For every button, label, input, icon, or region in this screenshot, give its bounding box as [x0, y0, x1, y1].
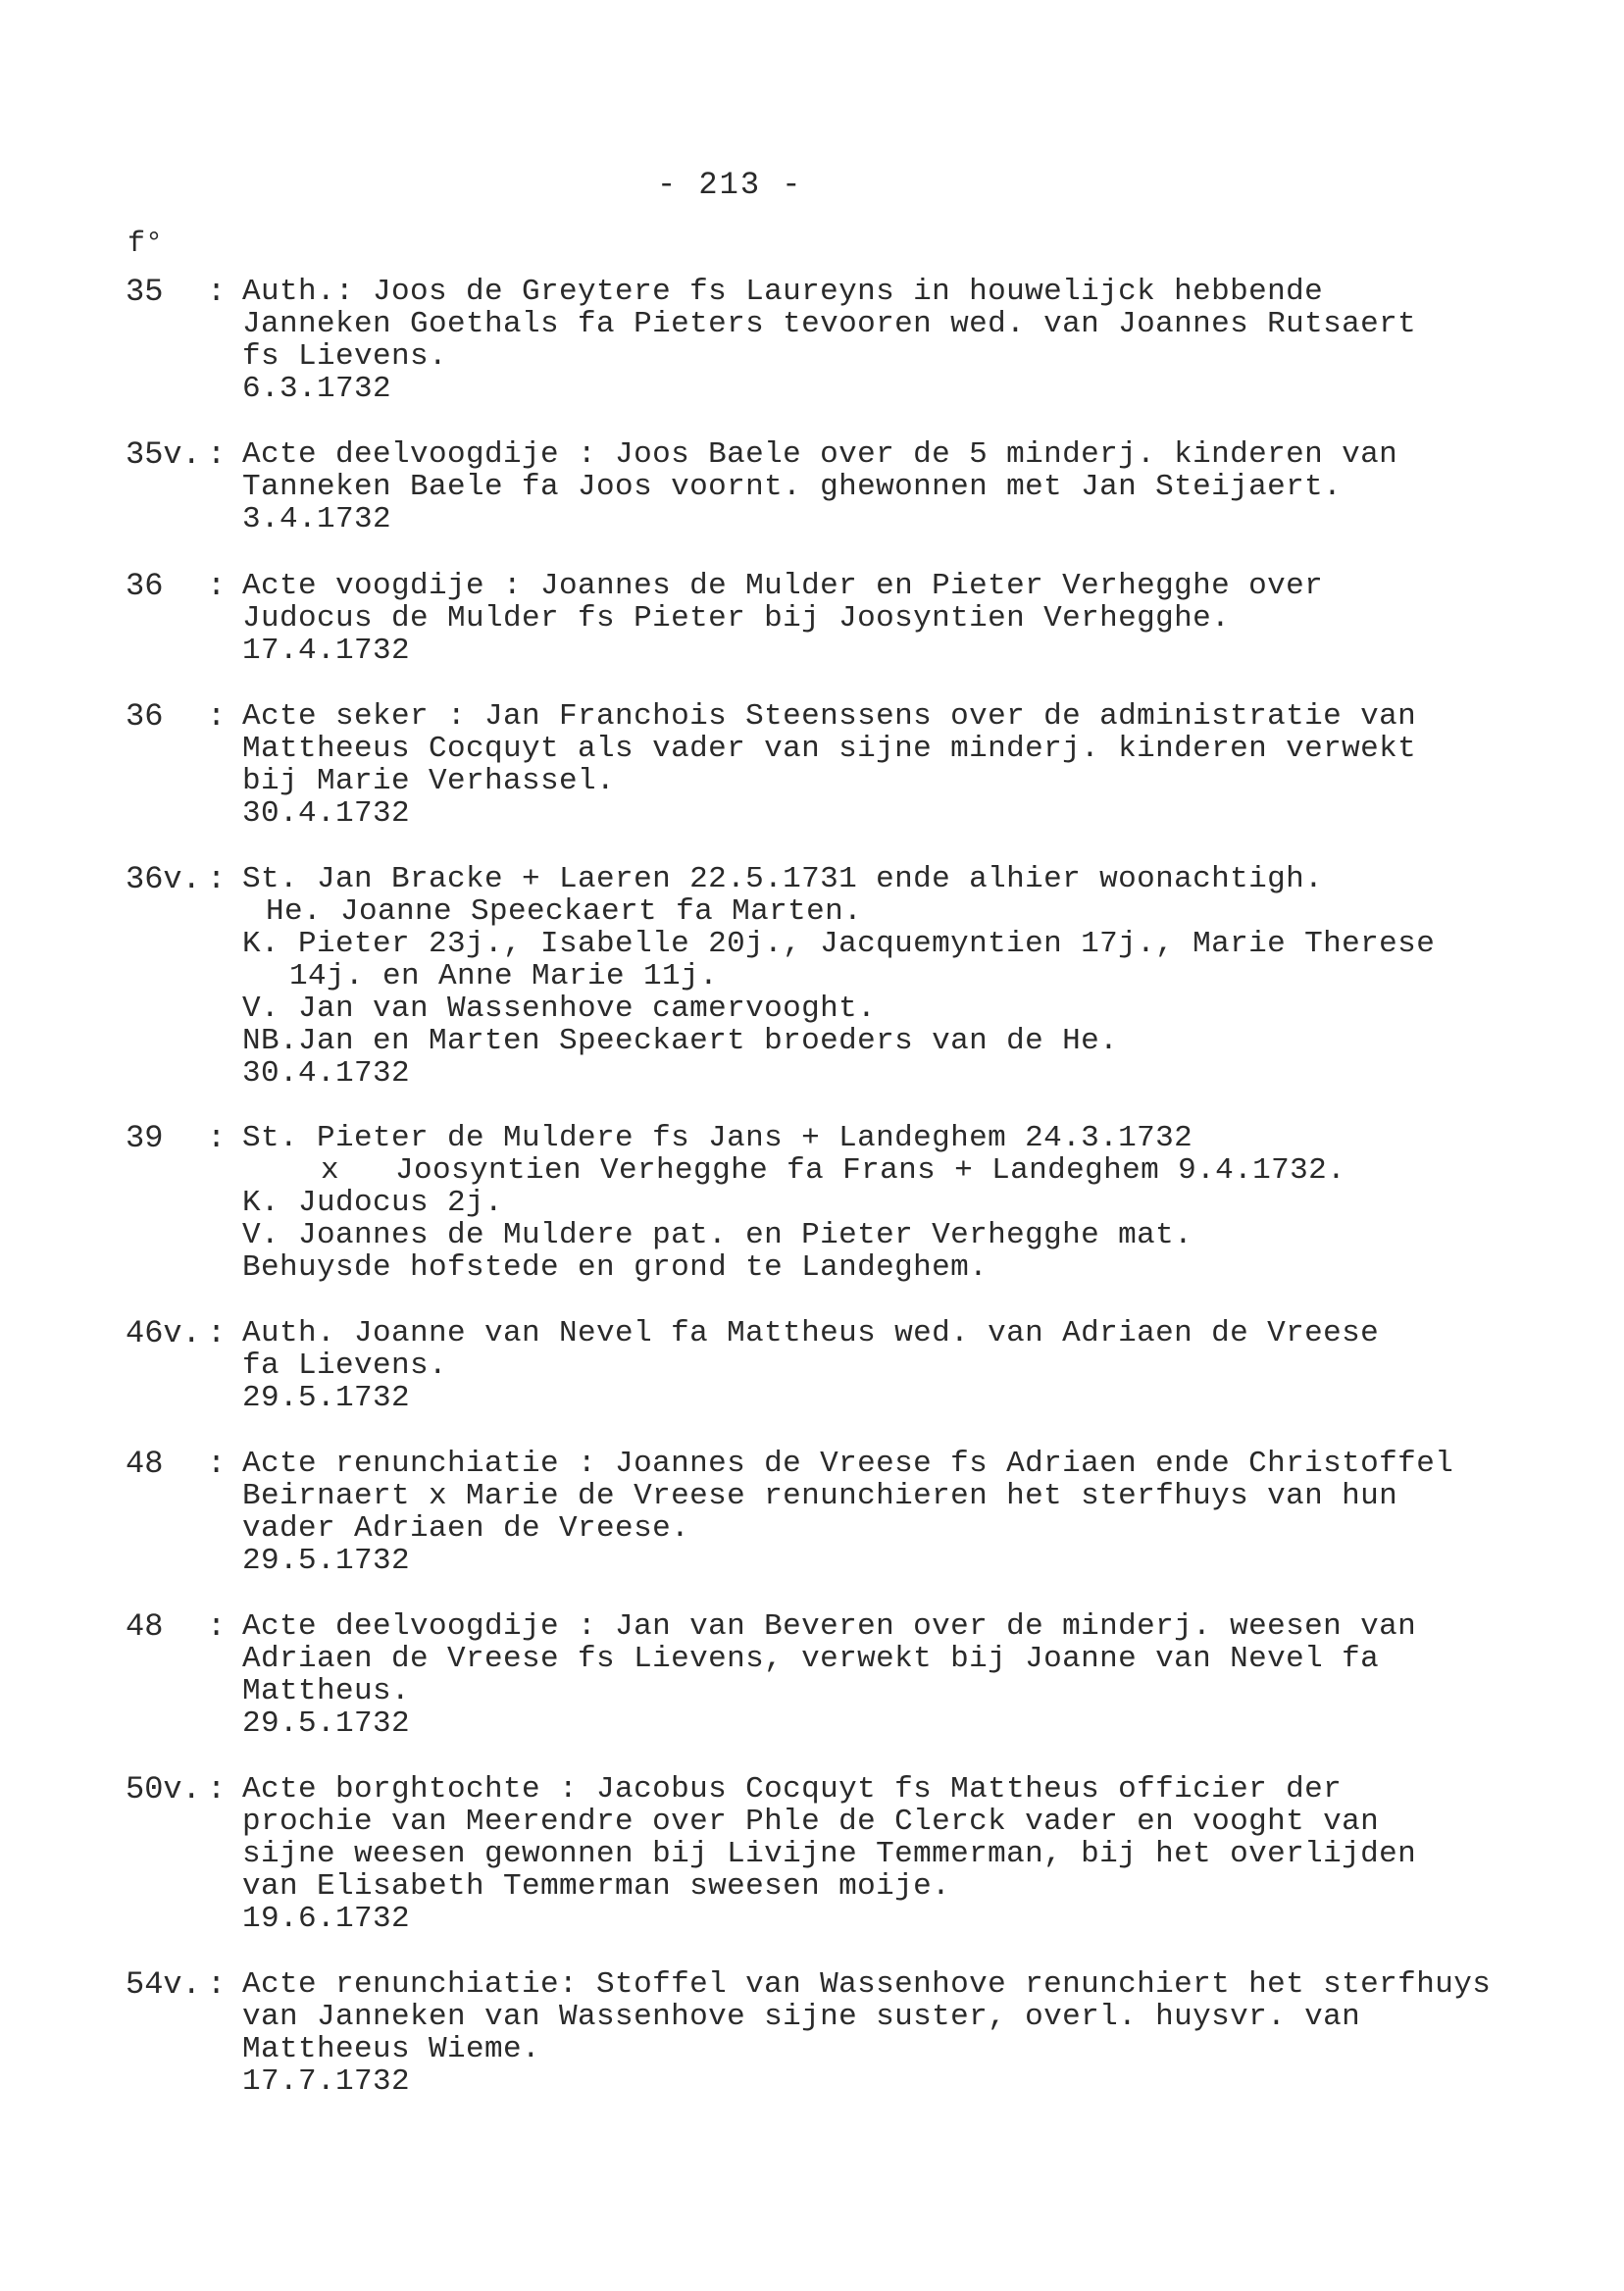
folio-number: 36 [126, 568, 164, 604]
folio-number: 35v. [126, 436, 201, 473]
folio-number: 54v. [126, 1966, 201, 2003]
entry-text-line: 14j. en Anne Marie 11j. [289, 959, 719, 993]
entry-text-line: x Joosyntien Verhegghe fa Frans + Landeghem 9.4.1732. [321, 1153, 1346, 1188]
folio-separator: : [207, 1120, 227, 1156]
entry-text-line: 6.3.1732 [242, 372, 392, 406]
entry-text-line: fa Lievens. [242, 1349, 448, 1383]
entry-text-line: 30.4.1732 [242, 796, 411, 831]
folio-separator: : [207, 698, 227, 735]
entry-text-line: Acte deelvoogdije : Jan van Beveren over de minderj. weesen van [242, 1609, 1417, 1644]
folio-separator: : [207, 1608, 227, 1645]
entry-text-line: Tanneken Baele fa Joos voornt. ghewonnen met Jan Steijaert. [242, 470, 1343, 504]
entry-text-line: St. Jan Bracke + Laeren 22.5.1731 ende alhier woonachtigh. [242, 862, 1324, 896]
folio-separator: : [207, 1315, 227, 1351]
entry-text-line: Acte voogdije : Joannes de Mulder en Pieter Verhegghe over [242, 569, 1324, 603]
entry-text-line: Acte seker : Jan Franchois Steenssens over de administratie van [242, 699, 1417, 734]
entry-text-line: prochie van Meerendre over Phle de Clerck vader en vooght van [242, 1805, 1380, 1839]
entry-text-line: Judocus de Mulder fs Pieter bij Joosyntien Verhegghe. [242, 601, 1231, 636]
entry-text-line: bij Marie Verhassel. [242, 764, 616, 798]
entry-text-line: 17.4.1732 [242, 634, 411, 668]
folio-number: 48 [126, 1608, 164, 1645]
entry-text-line: V. Jan van Wassenhove camervooght. [242, 992, 877, 1026]
entry-text-line: NB.Jan en Marten Speeckaert broeders van de He. [242, 1024, 1119, 1058]
folio-column-header: f° [127, 228, 164, 261]
folio-number: 50v. [126, 1771, 201, 1807]
folio-number: 39 [126, 1120, 164, 1156]
folio-number: 46v. [126, 1315, 201, 1351]
entry-text-line: He. Joanne Speeckaert fa Marten. [266, 894, 863, 929]
entry-text-line: Janneken Goethals fa Pieters tevooren wed. van Joannes Rutsaert [242, 307, 1417, 341]
folio-separator: : [207, 1771, 227, 1807]
entry-text-line: van Elisabeth Temmerman sweesen moije. [242, 1869, 951, 1904]
entry-text-line: Auth.: Joos de Greytere fs Laureyns in houwelijck hebbende [242, 275, 1324, 309]
folio-number: 48 [126, 1446, 164, 1482]
entry-text-line: V. Joannes de Muldere pat. en Pieter Verhegghe mat. [242, 1218, 1193, 1252]
folio-number: 36 [126, 698, 164, 735]
entry-text-line: 17.7.1732 [242, 2064, 411, 2099]
entry-text-line: fs Lievens. [242, 339, 448, 374]
entry-text-line: Adriaen de Vreese fs Lievens, verwekt bij Joanne van Nevel fa [242, 1642, 1380, 1676]
entry-text-line: 29.5.1732 [242, 1381, 411, 1415]
folio-number: 36v. [126, 861, 201, 897]
entry-text-line: Auth. Joanne van Nevel fa Mattheus wed. van Adriaen de Vreese [242, 1316, 1380, 1350]
entry-text-line: 30.4.1732 [242, 1056, 411, 1091]
entry-text-line: 19.6.1732 [242, 1902, 411, 1936]
entry-text-line: 29.5.1732 [242, 1706, 411, 1741]
entry-text-line: Beirnaert x Marie de Vreese renunchieren het sterfhuys van hun [242, 1479, 1398, 1513]
folio-separator: : [207, 861, 227, 897]
entry-text-line: Mattheeus Wieme. [242, 2032, 541, 2066]
folio-separator: : [207, 436, 227, 473]
folio-separator: : [207, 1966, 227, 2003]
entry-text-line: vader Adriaen de Vreese. [242, 1511, 690, 1546]
folio-separator: : [207, 274, 227, 310]
entry-text-line: Mattheus. [242, 1674, 411, 1708]
entry-text-line: 3.4.1732 [242, 502, 392, 536]
entry-text-line: Acte renunchiatie: Stoffel van Wassenhove renunchiert het sterfhuys [242, 1967, 1492, 2002]
entry-text-line: van Janneken van Wassenhove sijne suster, overl. huysvr. van [242, 2000, 1361, 2034]
folio-separator: : [207, 568, 227, 604]
entry-text-line: Acte borghtochte : Jacobus Cocquyt fs Mattheus officier der [242, 1772, 1343, 1807]
page-number: - 213 - [657, 167, 803, 203]
entry-text-line: sijne weesen gewonnen bij Livijne Temmerman, bij het overlijden [242, 1837, 1417, 1871]
folio-number: 35 [126, 274, 164, 310]
entry-text-line: K. Pieter 23j., Isabelle 20j., Jacquemyntien 17j., Marie Therese [242, 927, 1436, 961]
entry-text-line: Mattheeus Cocquyt als vader van sijne minderj. kinderen verwekt [242, 732, 1417, 766]
entry-text-line: Acte renunchiatie : Joannes de Vreese fs Adriaen ende Christoffel [242, 1447, 1454, 1481]
entry-text-line: Behuysde hofstede en grond te Landeghem. [242, 1250, 989, 1285]
entry-text-line: Acte deelvoogdije : Joos Baele over de 5 minderj. kinderen van [242, 437, 1398, 472]
entry-text-line: K. Judocus 2j. [242, 1186, 504, 1220]
entry-text-line: 29.5.1732 [242, 1544, 411, 1578]
entry-text-line: St. Pieter de Muldere fs Jans + Landeghem 24.3.1732 [242, 1121, 1193, 1155]
folio-separator: : [207, 1446, 227, 1482]
